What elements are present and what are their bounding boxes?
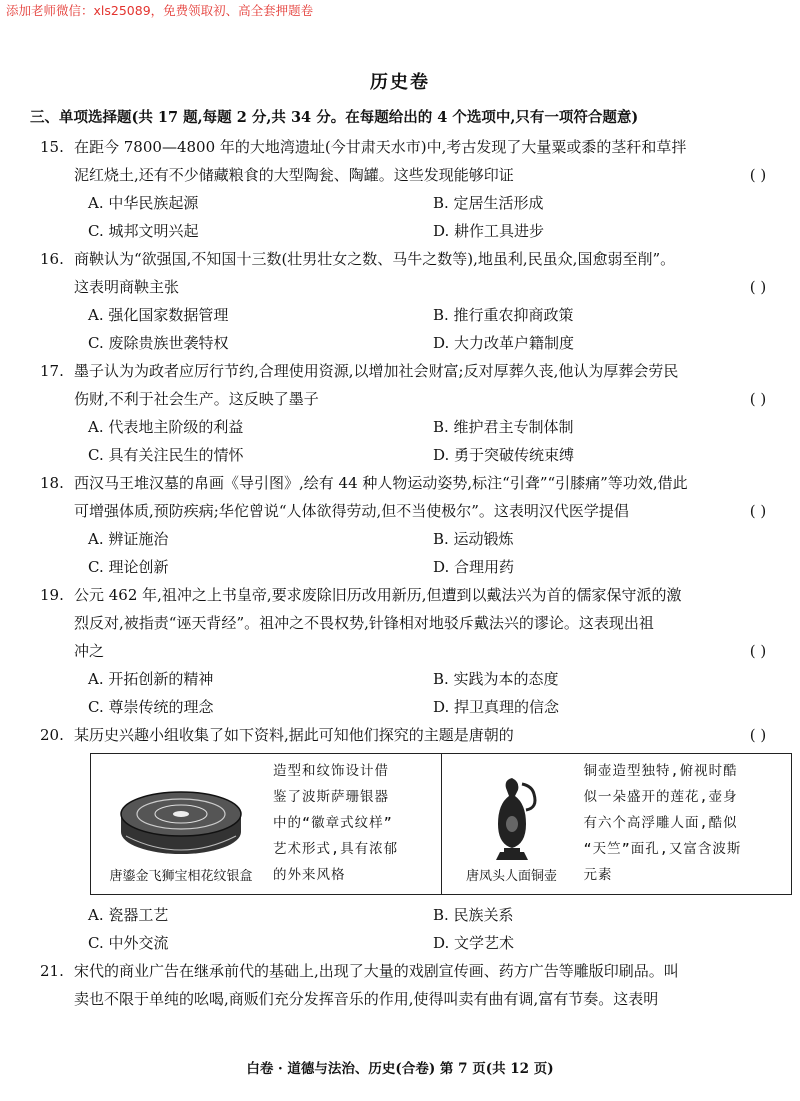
silver-box-icon: [116, 784, 246, 864]
option-c[interactable]: C. 理论创新: [88, 558, 169, 576]
option-c[interactable]: C. 尊崇传统的理念: [88, 698, 214, 716]
silver-box-picture: [91, 754, 271, 894]
option-b[interactable]: B. 实践为本的态度: [433, 670, 559, 688]
material-figure: [90, 753, 792, 895]
option-b[interactable]: B. 定居生活形成: [433, 194, 544, 212]
figure-cell-silver-box: [91, 754, 441, 894]
question-number: 18.: [40, 474, 64, 492]
question-text: 商鞅认为“欲强国,不知国十三数(壮男壮女之数、马牛之数等),地虽利,民虽众,国愈弱至削”。: [74, 250, 676, 268]
option-a[interactable]: A. 瓷器工艺: [88, 906, 169, 924]
question-text: 烈反对,被指责“诬天背经”。祖冲之不畏权势,针锋相对地驳斥戴法兴的谬论。这表现出祖: [74, 614, 654, 632]
desc-line: 的外来风格: [273, 867, 346, 883]
answer-blank[interactable]: ( ): [749, 726, 767, 744]
option-d[interactable]: D. 文学艺术: [433, 934, 515, 952]
option-b[interactable]: B. 推行重农抑商政策: [433, 306, 574, 324]
silver-box-description: [271, 754, 441, 894]
question-text: 墨子认为为政者应厉行节约,合理使用资源,以增加社会财富;反对厚葬久丧,他认为厚葬会劳民: [74, 362, 679, 380]
option-d[interactable]: D. 捍卫真理的信念: [433, 698, 560, 716]
question-number: 16.: [40, 250, 64, 268]
question-17: [40, 357, 788, 469]
option-a[interactable]: A. 开拓创新的精神: [88, 670, 214, 688]
option-d[interactable]: D. 勇于突破传统束缚: [433, 446, 575, 464]
option-a[interactable]: A. 强化国家数据管理: [88, 306, 229, 324]
bronze-pot-icon: [482, 774, 542, 864]
answer-blank[interactable]: ( ): [749, 502, 767, 520]
desc-line: 艺术形式,具有浓郁: [273, 841, 399, 857]
option-d[interactable]: D. 耕作工具进步: [433, 222, 545, 240]
question-number: 20.: [40, 726, 64, 744]
option-b[interactable]: B. 运动锻炼: [433, 530, 514, 548]
question-text: 伤财,不利于社会生产。这反映了墨子: [74, 390, 319, 408]
page-footer: 白卷 · 道德与法治、历史(合卷) 第 7 页(共 12 页): [246, 1061, 554, 1077]
option-c[interactable]: C. 具有关注民生的情怀: [88, 446, 244, 464]
section-header: 三、单项选择题(共 17 题,每题 2 分,共 34 分。在每题给出的 4 个选项中,只有一项符合题意): [30, 109, 639, 126]
question-text: 可增强体质,预防疾病;华佗曾说“人体欲得劳动,但不当使极尔”。这表明汉代医学提倡: [74, 502, 629, 520]
desc-line: “天竺”面孔,又富含波斯: [583, 841, 742, 857]
question-text: 泥红烧土,还有不少储藏粮食的大型陶瓮、陶罐。这些发现能够印证: [74, 166, 514, 184]
bronze-pot-caption: 唐凤头人面铜壶: [465, 868, 557, 884]
question-text: 公元 462 年,祖冲之上书皇帝,要求废除旧历改用新历,但遭到以戴法兴为首的儒家保守派的激: [74, 586, 682, 604]
option-c[interactable]: C. 城邦文明兴起: [88, 222, 199, 240]
question-number: 17.: [40, 362, 64, 380]
desc-line: 似一朵盛开的莲花,壶身: [583, 789, 738, 805]
question-text: 在距今 7800—4800 年的大地湾遗址(今甘肃天水市)中,考古发现了大量粟或黍的茎秆和草拌: [74, 138, 687, 156]
desc-line: 铜壶造型独特,俯视时酷: [583, 763, 738, 779]
desc-line: 元素: [583, 867, 613, 883]
question-text: 某历史兴趣小组收集了如下资料,据此可知他们探究的主题是唐朝的: [74, 726, 514, 744]
question-text: 冲之: [74, 642, 105, 660]
option-d[interactable]: D. 大力改革户籍制度: [433, 334, 575, 352]
question-text: 这表明商鞅主张: [74, 278, 180, 296]
question-text: 宋代的商业广告在继承前代的基础上,出现了大量的戏剧宣传画、药方广告等雕版印刷品。叫: [74, 962, 679, 980]
question-20: [40, 721, 788, 957]
desc-line: 有六个高浮雕人面,酷似: [583, 815, 738, 831]
question-15: [40, 133, 788, 245]
question-21: [40, 957, 788, 1013]
desc-line: 中的“徽章式纹样”: [273, 815, 393, 831]
question-text: 卖也不限于单纯的吆喝,商贩们充分发挥音乐的作用,使得叫卖有曲有调,富有节奏。这表明: [74, 990, 659, 1008]
question-text: 西汉马王堆汉墓的帛画《导引图》,绘有 44 种人物运动姿势,标注“引聋”“引膝痛”等功效,借此: [74, 474, 688, 492]
question-number: 15.: [40, 138, 64, 156]
watermark-text: 添加老师微信：xls25089，免费领取初、高全套押题卷: [6, 3, 314, 18]
question-16: [40, 245, 788, 357]
question-18: [40, 469, 788, 581]
bronze-pot-picture: [442, 754, 582, 894]
option-d[interactable]: D. 合理用药: [433, 558, 515, 576]
answer-blank[interactable]: ( ): [749, 166, 767, 184]
bronze-pot-description: [582, 754, 792, 894]
question-number: 21.: [40, 962, 64, 980]
option-a[interactable]: A. 中华民族起源: [88, 194, 199, 212]
answer-blank[interactable]: ( ): [749, 278, 767, 296]
option-c[interactable]: C. 中外交流: [88, 934, 169, 952]
question-list: [40, 133, 788, 1013]
option-b[interactable]: B. 维护君主专制体制: [433, 418, 574, 436]
question-number: 19.: [40, 586, 64, 604]
silver-box-caption: 唐鎏金飞狮宝相花纹银盒: [109, 868, 253, 884]
option-c[interactable]: C. 废除贵族世袭特权: [88, 334, 229, 352]
option-a[interactable]: A. 代表地主阶级的利益: [88, 418, 244, 436]
option-b[interactable]: B. 民族关系: [433, 906, 514, 924]
question-19: [40, 581, 788, 721]
answer-blank[interactable]: ( ): [749, 390, 767, 408]
answer-blank[interactable]: ( ): [749, 642, 767, 660]
desc-line: 造型和纹饰设计借: [273, 763, 389, 779]
desc-line: 鉴了波斯萨珊银器: [273, 789, 389, 805]
option-a[interactable]: A. 辨证施治: [88, 530, 169, 548]
page-title: 历史卷: [370, 72, 430, 93]
figure-cell-bronze-pot: [441, 754, 792, 894]
